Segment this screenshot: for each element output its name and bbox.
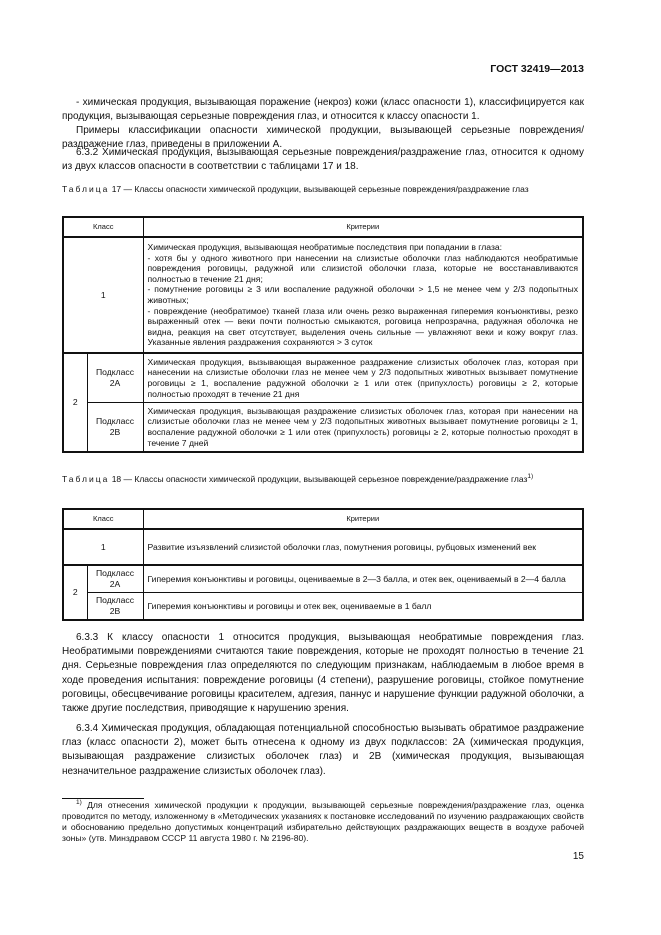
paragraph-6-3-4: 6.3.4 Химическая продукция, обладающая потенциальной способностью вызывать обратимое раздражение глаз (класс опасности 2), может быть отнесена к одному из двух подклассов: 2А (химическая продукция, вызывающая раздражение слизистых оболочек глаз) и 2В (химическая продукция, вызывающая незначительное раздражение слизистых оболочек глаз). — [62, 723, 584, 777]
subclass-2a-criteria: Гиперемия конъюнктивы и роговицы, оцениваемые в 2—3 балла, и отек век, оцениваемый в 2—4 балла — [143, 565, 583, 593]
footnote-mark: 1) — [527, 473, 534, 481]
column-header-class: Класс — [63, 217, 143, 237]
class-1-criteria: Развитие изъязвлений слизистой оболочки глаз, помутнения роговицы, рубцовых изменений век — [143, 529, 583, 565]
footnote — [62, 800, 584, 844]
page-number: 15 — [572, 851, 584, 862]
column-header-criteria: Критерии — [143, 217, 583, 237]
table-17 — [62, 216, 584, 453]
subclass-2b-criteria: Химическая продукция, вызывающая раздражение слизистых оболочек глаз, которая при нанесении на слизистые оболочки глаз не менее чем у 2/3 подопытных животных вызывает помутнение роговицы ≥ 1, воспаление радужной оболочки ≥ 1 или отек (припухлость) роговицы ≥ 2, которые полностью проходят в течение 7 дней — [143, 403, 583, 453]
table-18 — [62, 508, 584, 621]
paragraph-examples: Примеры классификации опасности химической продукции, вызывающей серьезные повреждения/раздражение глаз, приведены в приложении А. — [62, 125, 584, 151]
caption-word: Таблица — [62, 474, 110, 484]
class-1-cell: 1 — [63, 529, 143, 565]
subclass-2a-cell: Подкласс 2А — [87, 353, 143, 403]
class-2-cell: 2 — [63, 565, 87, 620]
class-1-cell: 1 — [63, 237, 143, 353]
class-1-criteria: Химическая продукция, вызывающая необратимые последствия при попадании в глаза: - хотя бы у одного животного при нанесении на слизистые оболочки глаз наблюдаются необратимые повреждения роговицы, радужной или слизистой оболочки глаза, которые не восстанавливаются полностью в течение 21 дня; - помутнение роговицы ≥ 3 или воспаление радужной оболочки > 1,5 не менее чем у 2/3 подопытных животных; - повреждение (необратимое) тканей глаза или очень резко выраженная гиперемия конъюнктивы, резко выраженный отек — веки почти полностью смыкаются, роговица непрозрачна, радужная оболочка не видна, реакция на свет отсутствует, выделения очень сильные — увлажняют веки и кожу вокруг глаз. Указанные явления раздражения сохраняются > 3 суток — [143, 237, 583, 353]
caption-word: Таблица — [62, 184, 110, 194]
column-header-criteria: Критерии — [143, 509, 583, 529]
subclass-2a-cell: Подкласс 2А — [87, 565, 143, 593]
caption-text: 18 — Классы опасности химической продукции, вызывающей серьезное повреждение/раздражение глаз — [109, 474, 528, 484]
subclass-2b-cell: Подкласс 2В — [87, 593, 143, 621]
table-18-caption — [62, 474, 584, 485]
footnote-separator — [62, 798, 144, 799]
paragraph-corrosion: - химическая продукция, вызывающая поражение (некроз) кожи (класс опасности 1), классифицируется как продукция, вызывающая серьезные повреждения глаз, и относится к классу опасности 1. — [62, 97, 584, 123]
paragraph-6-3-3: 6.3.3 К классу опасности 1 относится продукция, вызывающая необратимые повреждения глаз. Необратимыми повреждениями считаются такие повреждения, которые не проходят полностью в течение 21 дня. Серьезные повреждения глаз определяются по следующим признакам, наблюдаемым в любое время в ходе проведения испытания: повреждение роговицы (4 степени), разрушение роговицы, стойкое помутнение роговицы, обесцвечивание роговицы красителем, адгезия, паннус и нарушение функции радужной оболочки, а также другие последствия, приводящие к нарушению зрения. — [62, 632, 584, 715]
class-2-cell: 2 — [63, 353, 87, 452]
subclass-2b-criteria: Гиперемия конъюнктивы и роговицы и отек век, оцениваемые в 1 балл — [143, 593, 583, 621]
paragraph-6-3-2: 6.3.2 Химическая продукция, вызывающая серьезные повреждения/раздражение глаз, относится к одному из двух классов опасности в соответствии с таблицами 17 и 18. — [62, 147, 584, 173]
subclass-2a-criteria: Химическая продукция, вызывающая выраженное раздражение слизистых оболочек глаз, которая при нанесении на слизистые оболочки глаз не менее чем у 2/3 подопытных животных вызывает помутнение роговицы ≥ 1, воспаление радужной оболочки ≥ 1 или отек (припухлость) роговицы ≥ 2, которые полностью проходят в течение 21 дня — [143, 353, 583, 403]
subclass-2b-cell: Подкласс 2В — [87, 403, 143, 453]
table-17-caption — [62, 184, 584, 195]
document-header: ГОСТ 32419—2013 — [490, 63, 584, 75]
footnote-text: Для отнесения химической продукции к продукции, вызывающей серьезные повреждения/раздражение глаз, оценка проводится по методу, изложенному в «Методических указаниях к постановке исследований по изучению раздражающих свойств и обоснованию предельно допустимых концентраций избирательно действующих раздражающих веществ в воздухе рабочей зоны» (утв. Минздравом СССР 11 августа 1980 г. № 2196-80). — [62, 800, 584, 843]
footnote-mark: 1) — [76, 799, 82, 807]
caption-text: 17 — Классы опасности химической продукции, вызывающей серьезные повреждения/раздражение глаз — [109, 184, 529, 194]
column-header-class: Класс — [63, 509, 143, 529]
